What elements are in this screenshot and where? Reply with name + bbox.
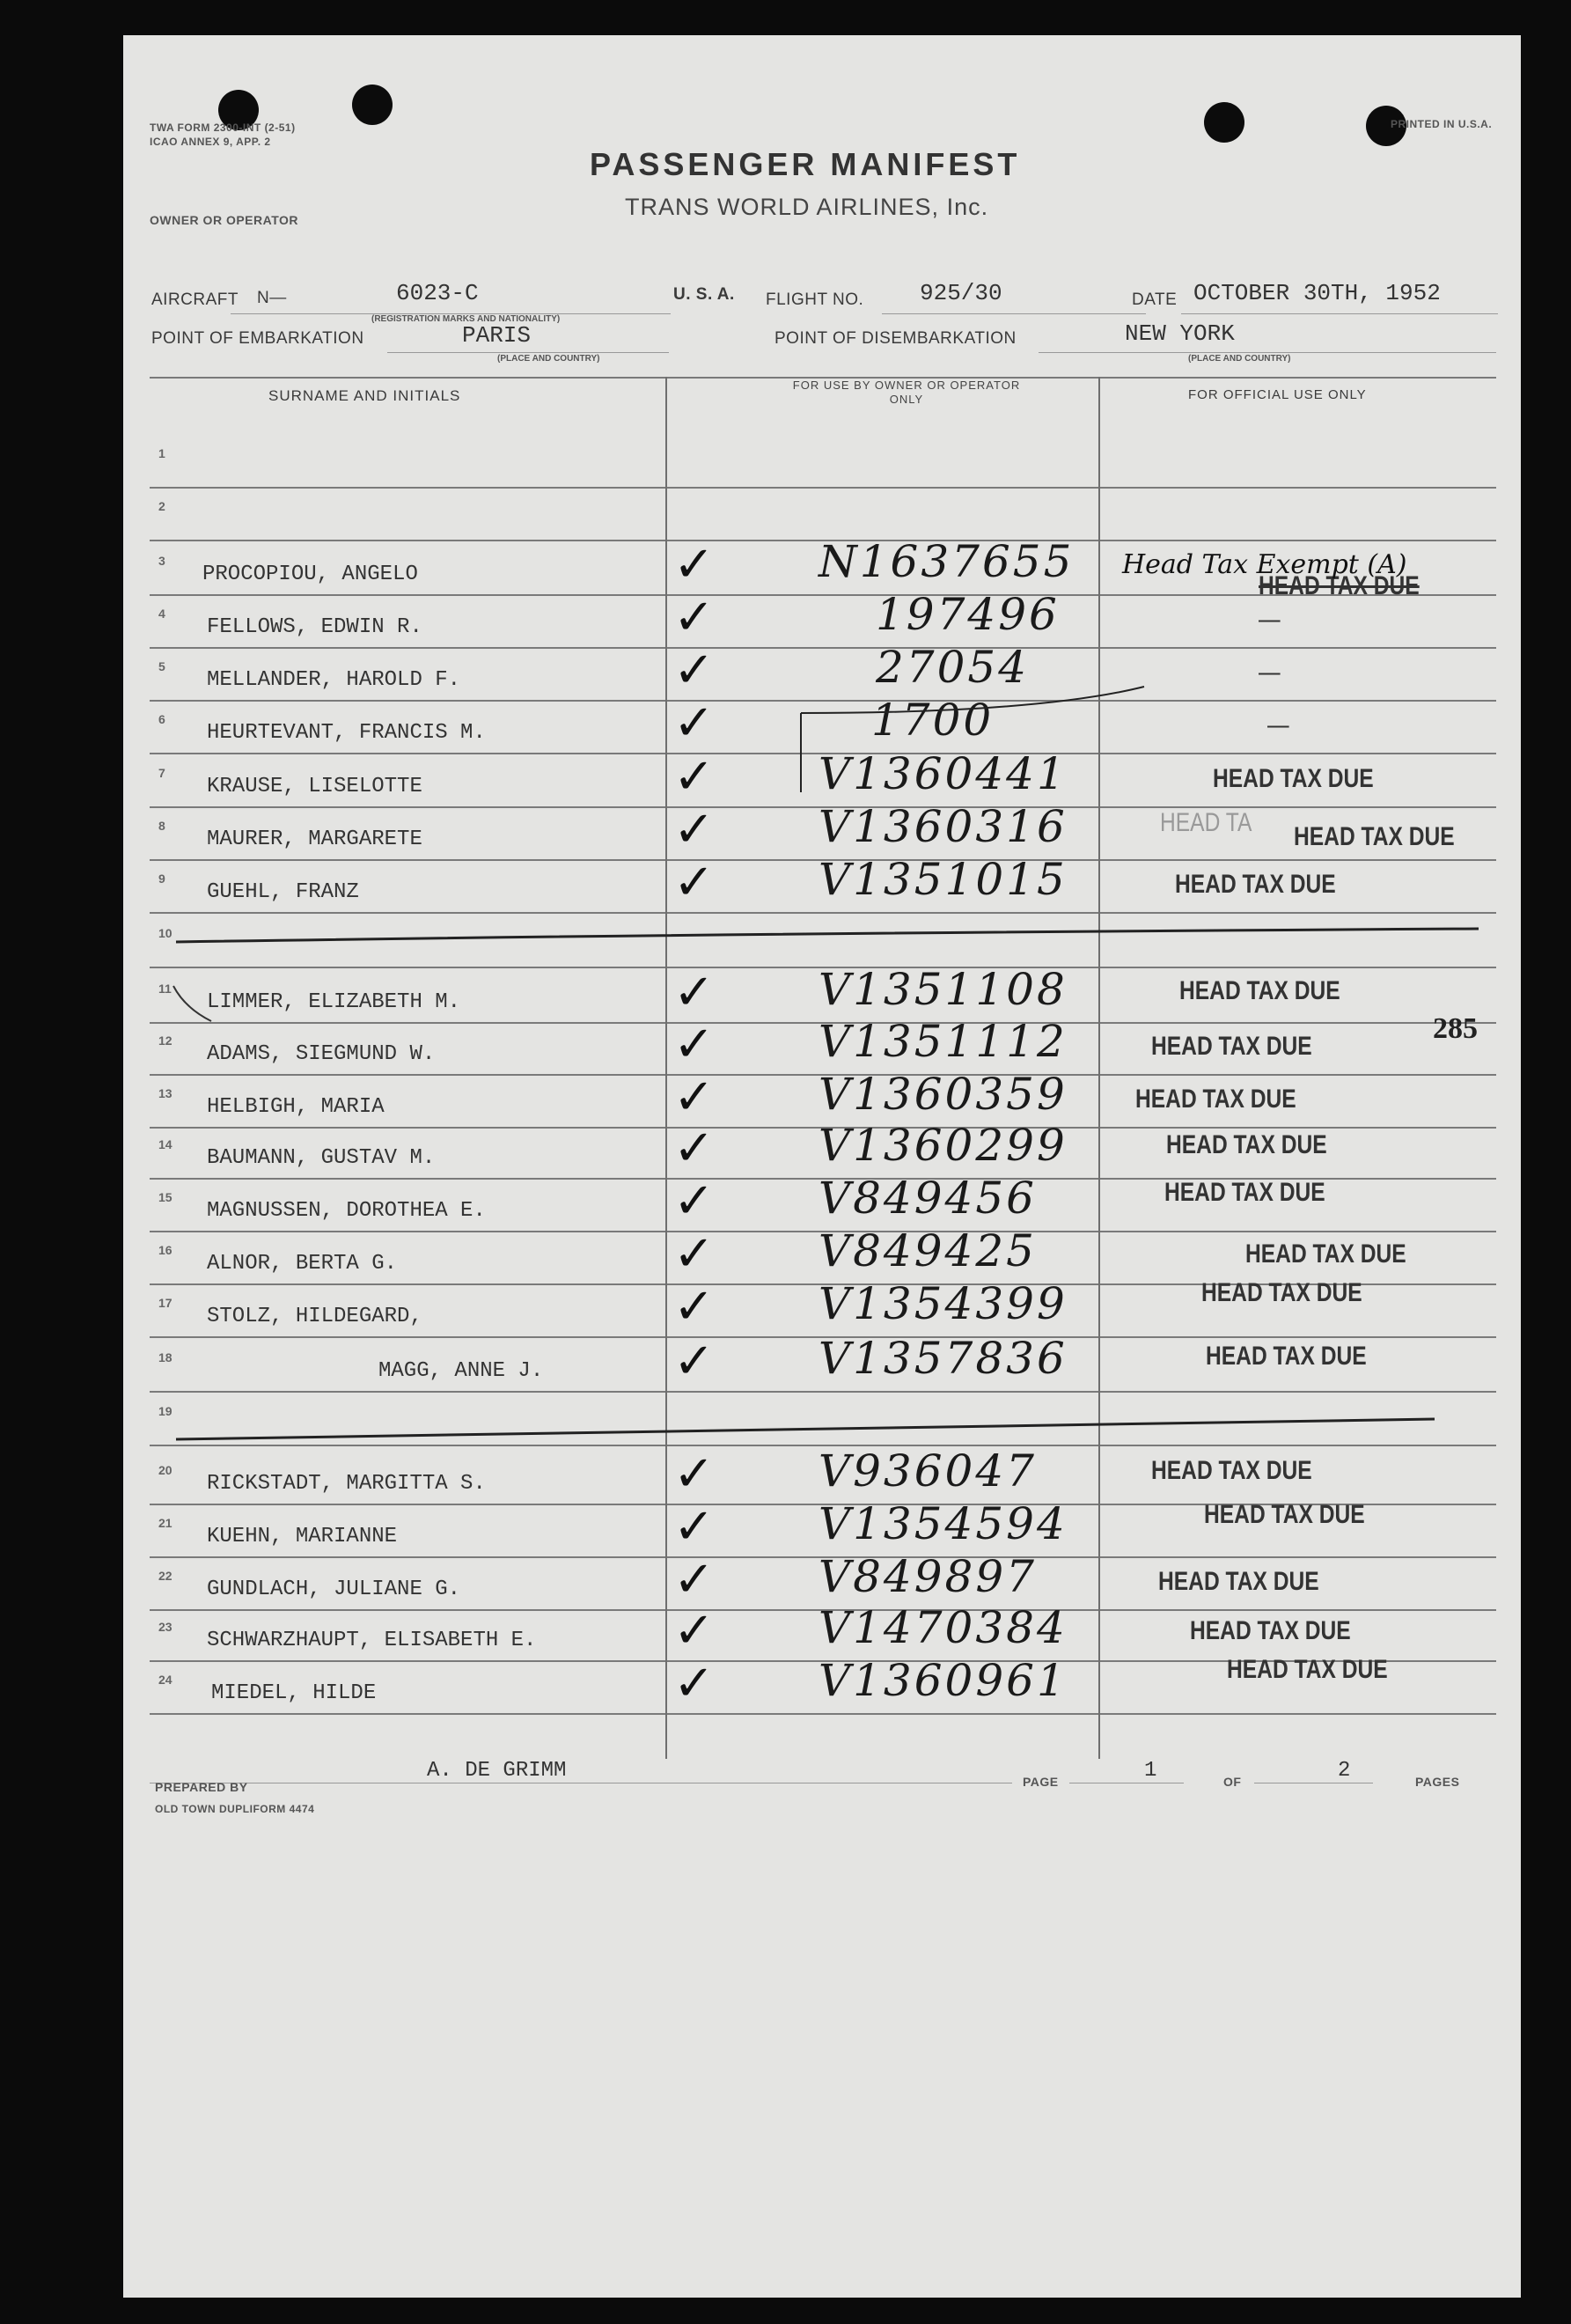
passenger-name: MAURER, MARGARETE [207,827,422,851]
flight-value: 925/30 [920,280,1002,306]
passenger-name: MAGG, ANNE J. [378,1359,544,1383]
row11-pen-mark [173,986,211,1021]
head-tax-stamp: HEAD TAX DUE [1164,1178,1325,1207]
row-number: 11 [158,982,172,996]
checkmark-icon: ✓ [673,801,715,858]
row-number: 23 [158,1620,173,1634]
checkmark-icon: ✓ [673,1333,715,1390]
disembarkation-value: NEW YORK [1125,320,1235,347]
strike-lines [123,35,1521,2298]
embarkation-value: PARIS [462,322,532,349]
aircraft-label: AIRCRAFT [151,290,239,309]
of-label: OF [1223,1775,1242,1789]
passenger-name: MAGNUSSEN, DOROTHEA E. [207,1199,486,1223]
prepared-by-label: PREPARED BY [155,1780,248,1794]
checkmark-icon: ✓ [673,642,715,699]
manifest-sheet [123,35,1521,2298]
row-number: 7 [158,766,165,780]
head-tax-stamp: HEAD TAX DUE [1151,1456,1312,1485]
passenger-name: GUEHL, FRANZ [207,880,359,904]
faded-stamp: HEAD TA [1160,808,1252,837]
passenger-name: SCHWARZHAUPT, ELISABETH E. [207,1629,537,1652]
head-tax-stamp: HEAD TAX DUE [1190,1616,1351,1645]
official-dash: — [1267,710,1289,739]
visa-number: 27054 [876,642,1030,693]
row-number: 6 [158,712,165,726]
operator-name: TRANS WORLD AIRLINES, Inc. [625,194,989,220]
head-tax-stamp: HEAD TAX DUE [1294,822,1455,851]
checkmark-icon: ✓ [673,1120,715,1177]
visa-number: V1360961 [819,1655,1068,1706]
row-number: 8 [158,819,165,833]
prepared-by-value: A. DE GRIMM [427,1759,567,1783]
head-tax-stamp: HEAD TAX DUE [1227,1655,1388,1684]
passenger-name: KRAUSE, LISELOTTE [207,775,422,798]
row-number: 10 [158,926,173,940]
visa-number: N1637655 [819,536,1075,587]
visa-number: V1360299 [819,1120,1068,1171]
visa-number: V1351112 [819,1016,1068,1067]
document-title: PASSENGER MANIFEST [590,146,1021,182]
row-number: 19 [158,1404,173,1418]
row-number: 22 [158,1569,173,1583]
row-number: 3 [158,554,165,568]
row-number: 13 [158,1086,173,1100]
visa-number: V1354594 [819,1498,1068,1549]
checkmark-icon: ✓ [673,1069,715,1126]
visa-number: 197496 [876,589,1060,640]
embarkation-label: POINT OF EMBARKATION [151,329,364,348]
visa-number: V936047 [819,1445,1037,1497]
head-tax-stamp: HEAD TAX DUE [1259,571,1420,600]
official-dash: — [1259,658,1281,687]
column-header-operator: FOR USE BY OWNER OR OPERATOR ONLY [792,379,1021,406]
flight-label: FLIGHT NO. [766,290,864,309]
checkmark-icon: ✓ [673,748,715,805]
checkmark-icon: ✓ [673,695,715,752]
visa-number: V849456 [819,1173,1037,1224]
checkmark-icon: ✓ [673,1278,715,1335]
head-tax-stamp: HEAD TAX DUE [1206,1342,1367,1371]
passenger-name: MELLANDER, HAROLD F. [207,668,461,692]
checkmark-icon: ✓ [673,1551,715,1608]
printed-in: PRINTED IN U.S.A. [1391,118,1493,130]
visa-number: V1354399 [819,1278,1068,1329]
row10-strike-line [176,929,1479,942]
printer-imprint: OLD TOWN DUPLIFORM 4474 [155,1803,315,1815]
head-tax-stamp: HEAD TAX DUE [1245,1239,1406,1269]
aircraft-value: 6023-C [396,280,479,306]
visa-number: V1360441 [819,748,1068,799]
row-number: 21 [158,1516,173,1530]
checkmark-icon: ✓ [673,589,715,646]
row-number: 16 [158,1243,173,1257]
form-id: TWA FORM 2300-INT (2-51) [150,121,296,134]
row-number: 15 [158,1190,173,1204]
passenger-name: KUEHN, MARIANNE [207,1525,398,1548]
row-number: 17 [158,1296,173,1310]
visa-number: V1470384 [819,1602,1068,1653]
head-tax-stamp: HEAD TAX DUE [1201,1278,1362,1307]
checkmark-icon: ✓ [673,854,715,911]
aircraft-prefix: N— [257,289,287,307]
visa-number: V849897 [819,1551,1037,1602]
place-note: (PLACE AND COUNTRY) [497,354,600,364]
row-number: 4 [158,607,165,621]
page-label: PAGE [1023,1775,1059,1789]
checkmark-icon: ✓ [673,964,715,1021]
visa-number: V1360316 [819,801,1068,852]
checkmark-icon: ✓ [673,1602,715,1659]
visa-number: V1360359 [819,1069,1068,1120]
row-number: 24 [158,1673,173,1687]
row-number: 9 [158,872,165,886]
passenger-name: RICKSTADT, MARGITTA S. [207,1472,486,1496]
passenger-name: HEURTEVANT, FRANCIS M. [207,721,486,745]
head-tax-stamp: HEAD TAX DUE [1175,870,1336,899]
passenger-name: FELLOWS, EDWIN R. [207,615,422,639]
row5-pen-stroke [801,687,1144,713]
date-value: OCTOBER 30TH, 1952 [1193,280,1441,306]
row19-strike-line [176,1419,1435,1439]
owner-label: OWNER OR OPERATOR [150,213,298,227]
passenger-name: ADAMS, SIEGMUND W. [207,1042,436,1066]
official-dash: — [1259,605,1281,634]
checkmark-icon: ✓ [673,1225,715,1283]
date-label: DATE [1132,290,1178,309]
row-number: 20 [158,1463,173,1477]
visa-number: 1700 [871,695,995,746]
visa-number: V1351015 [819,854,1068,905]
passenger-name: MIEDEL, HILDE [211,1681,377,1705]
disembarkation-label: POINT OF DISEMBARKATION [774,329,1017,348]
row-number: 12 [158,1033,173,1048]
checkmark-icon: ✓ [673,1173,715,1230]
page-value: 1 [1144,1759,1157,1783]
passenger-name: BAUMANN, GUSTAV M. [207,1146,436,1170]
row-number: 1 [158,446,165,460]
checkmark-icon: ✓ [673,1445,715,1503]
row-number: 2 [158,499,165,513]
head-tax-stamp: HEAD TAX DUE [1135,1085,1296,1114]
place-note: (PLACE AND COUNTRY) [1188,354,1291,364]
head-tax-stamp: HEAD TAX DUE [1213,764,1374,793]
passenger-name: ALNOR, BERTA G. [207,1252,398,1276]
head-tax-stamp: HEAD TAX DUE [1166,1130,1327,1159]
passenger-name: STOLZ, HILDEGARD, [207,1305,422,1328]
row-number: 5 [158,659,165,673]
passenger-name: GUNDLACH, JULIANE G. [207,1578,461,1601]
head-tax-stamp: HEAD TAX DUE [1204,1500,1365,1529]
form-annex: ICAO ANNEX 9, APP. 2 [150,136,271,148]
checkmark-icon: ✓ [673,1655,715,1712]
head-tax-stamp: HEAD TAX DUE [1158,1567,1319,1596]
column-header-official: FOR OFFICIAL USE ONLY [1188,387,1367,402]
checkmark-icon: ✓ [673,1498,715,1555]
head-tax-stamp: HEAD TAX DUE [1151,1032,1312,1061]
registration-note: (REGISTRATION MARKS AND NATIONALITY) [371,314,561,324]
column-header-name: SURNAME AND INITIALS [268,387,461,404]
visa-number: V1357836 [819,1333,1068,1384]
row-total: 285 [1433,1012,1478,1045]
checkmark-icon: ✓ [673,1016,715,1073]
checkmark-icon: ✓ [673,536,715,593]
row-number: 14 [158,1137,173,1151]
passenger-name: HELBIGH, MARIA [207,1095,385,1119]
visa-number: V849425 [819,1225,1037,1276]
pages-label: PAGES [1415,1775,1460,1789]
head-tax-stamp: HEAD TAX DUE [1179,976,1340,1005]
passenger-name: PROCOPIOU, ANGELO [202,563,418,586]
visa-number: V1351108 [819,964,1068,1015]
country-label: U. S. A. [673,285,735,304]
passenger-name: LIMMER, ELIZABETH M. [207,990,461,1014]
head-tax-exempt-note: Head Tax Exempt (A) [1122,549,1407,580]
row-number: 18 [158,1350,173,1364]
of-value: 2 [1338,1759,1351,1783]
